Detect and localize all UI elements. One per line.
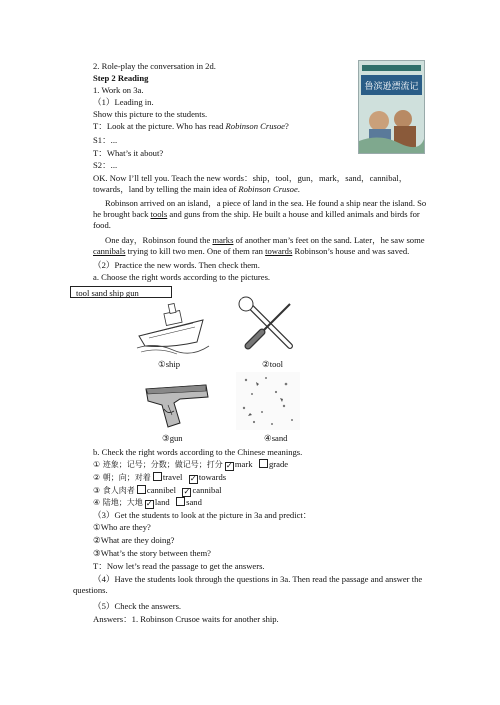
paragraph: Robinson arrived on an island，a piece of land in the sea. He found a ship near the island. So he brought back tools and guns from the ship. He built a house and killed animals and birds for food. xyxy=(93,198,427,230)
text-line: T：Look at the picture. Who has read Robinson Crusoe? xyxy=(93,121,289,131)
text-line: b. Check the right words according to the Chinese meanings. xyxy=(93,447,303,457)
paragraph: （4）Have the students look through the questions in 3a. Then read the passage and answer the questions. xyxy=(73,574,423,595)
tool-picture xyxy=(238,296,298,354)
text-line: ①Who are they? xyxy=(93,522,151,532)
caption-gun: ③gun xyxy=(162,433,183,443)
text-line: T：Now let’s read the passage to get the answers. xyxy=(93,561,265,571)
text-line: 1. Work on 3a. xyxy=(93,85,144,95)
text-line: Show this picture to the students. xyxy=(93,109,208,119)
checkbox-unchecked[interactable] xyxy=(259,459,268,468)
paragraph: One day，Robinson found the marks of another man’s feet on the sand. Later，he saw some cannibals trying to kill two men. One of them ran towards Robinson’s house and was saved. xyxy=(93,235,425,256)
caption-ship: ①ship xyxy=(158,359,181,369)
text-line: a. Choose the right words according to the pictures. xyxy=(93,272,271,282)
text-line: （2）Practice the new words. Then check them. xyxy=(93,260,260,270)
checkbox-unchecked[interactable] xyxy=(137,485,146,494)
check-row: ③ 食人肉者 cannibel ✓ cannibal xyxy=(93,485,222,497)
text-line: Answers：1. Robinson Crusoe waits for another ship. xyxy=(93,614,279,624)
checkbox-checked[interactable] xyxy=(225,462,234,471)
caption-sand: ④sand xyxy=(264,433,288,443)
checkbox-checked[interactable] xyxy=(189,475,198,484)
text-line: T：What’s it about? xyxy=(93,148,164,158)
checkbox-unchecked[interactable] xyxy=(176,497,185,506)
text-line: ③What’s the story between them? xyxy=(93,548,211,558)
cover-title: 鲁滨逊漂流记 xyxy=(364,82,419,92)
sand-picture xyxy=(236,372,300,430)
checkbox-unchecked[interactable] xyxy=(153,472,162,481)
text-line: 2. Role-play the conversation in 2d. xyxy=(93,61,216,71)
word-box: tool sand ship gun xyxy=(70,286,172,298)
text-line: （3）Get the students to look at the picture in 3a and predict： xyxy=(93,510,312,520)
caption-tool: ②tool xyxy=(262,359,284,369)
section-heading: Step 2 Reading xyxy=(93,73,149,83)
book-cover-image xyxy=(358,60,425,154)
gun-picture xyxy=(140,375,212,431)
text-line: （5）Check the answers. xyxy=(93,601,182,611)
paragraph: OK. Now I’ll tell you. Teach the new words：ship，tool，gun，mark，sand，cannibal，towards，land by telling the main idea of Robinson Crusoe. xyxy=(93,173,408,194)
ship-picture xyxy=(135,298,210,356)
checkbox-checked[interactable] xyxy=(182,488,191,497)
text-line: S2：... xyxy=(93,160,118,170)
text-line: （1）Leading in. xyxy=(93,97,154,107)
text-line: S1：... xyxy=(93,135,118,145)
check-row: ① 迹象；记号；分数；做记号；打分 ✓ mark grade xyxy=(93,459,288,471)
check-row: ② 朝；向；对着 travel ✓ towards xyxy=(93,472,226,484)
check-row: ④ 陆地；大地 ✓ land sand xyxy=(93,497,202,509)
checkbox-checked[interactable] xyxy=(145,500,154,509)
text-line: ②What are they doing? xyxy=(93,535,175,545)
